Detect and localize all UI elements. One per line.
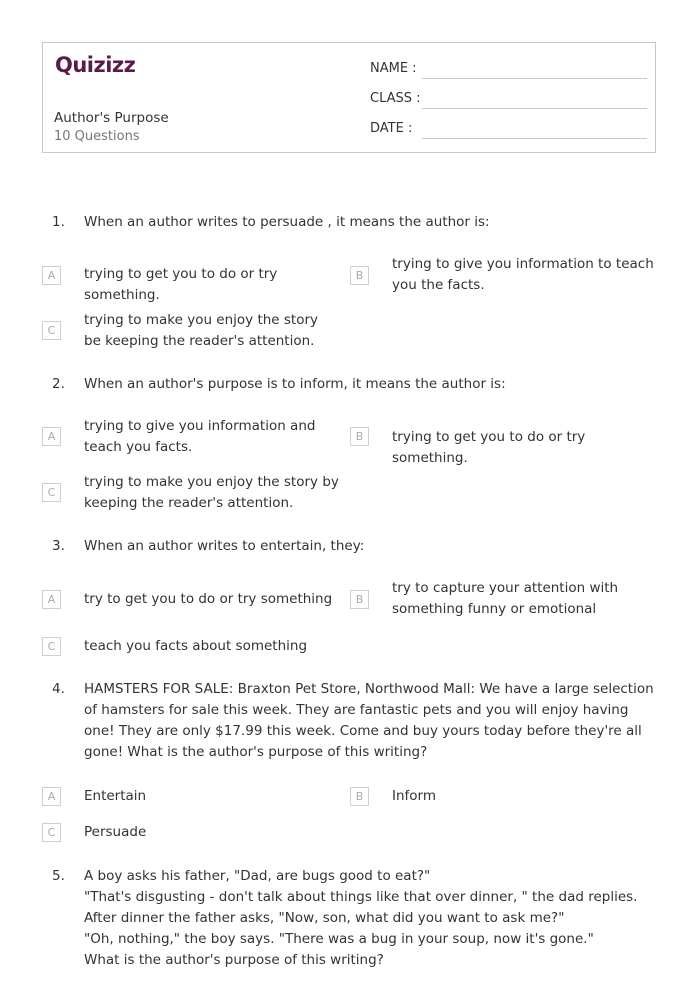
option-letter-c: C bbox=[42, 483, 61, 502]
worksheet-header bbox=[42, 42, 656, 153]
option-b-text: try to capture your attention with something funny or emotional bbox=[392, 580, 619, 617]
option-c-text: teach you facts about something bbox=[84, 638, 308, 654]
option-a-text: Entertain bbox=[84, 788, 147, 804]
option-letter-b: B bbox=[350, 787, 369, 806]
name-label: NAME : bbox=[370, 61, 417, 76]
option-letter-c: C bbox=[42, 637, 61, 656]
option-a-text: trying to get you to do or try something. bbox=[84, 266, 278, 303]
option-letter-b: B bbox=[350, 590, 369, 609]
question-number: 3. bbox=[52, 538, 65, 554]
question-text: When an author's purpose is to inform, it means the author is: bbox=[84, 376, 506, 392]
option-a-text: try to get you to do or try something bbox=[84, 591, 333, 607]
question-number: 2. bbox=[52, 376, 65, 392]
option-c-text: trying to make you enjoy the story be keeping the reader's attention. bbox=[84, 312, 319, 349]
worksheet-title: Author's Purpose bbox=[54, 110, 169, 126]
option-letter-b: B bbox=[350, 427, 369, 446]
question-number: 1. bbox=[52, 214, 65, 230]
option-b-text: Inform bbox=[392, 788, 437, 804]
question-line: A boy asks his father, "Dad, are bugs good to eat?" bbox=[84, 868, 431, 884]
question-text bbox=[84, 866, 659, 971]
option-letter-b: B bbox=[350, 266, 369, 285]
question-line: "That's disgusting - don't talk about things like that over dinner, " the dad replies. bbox=[84, 889, 638, 905]
question-number: 5. bbox=[52, 868, 65, 884]
option-letter-a: A bbox=[42, 266, 61, 285]
class-label: CLASS : bbox=[370, 91, 421, 106]
option-letter-c: C bbox=[42, 823, 61, 842]
date-label: DATE : bbox=[370, 121, 413, 136]
question-count: 10 Questions bbox=[54, 129, 140, 144]
option-a-text: trying to give you information and teach you facts. bbox=[84, 418, 316, 455]
option-c-text: Persuade bbox=[84, 824, 147, 840]
question-text: When an author writes to persuade , it means the author is: bbox=[84, 214, 490, 230]
question-line: After dinner the father asks, "Now, son, what did you want to ask me?" bbox=[84, 910, 565, 926]
date-field[interactable] bbox=[422, 138, 647, 139]
question-text: When an author writes to entertain, they: bbox=[84, 538, 365, 554]
question-line: "Oh, nothing," the boy says. "There was a bug in your soup, now it's gone." bbox=[84, 931, 594, 947]
question-number: 4. bbox=[52, 681, 65, 697]
quizizz-logo: Quizizz bbox=[55, 53, 136, 77]
option-letter-a: A bbox=[42, 427, 61, 446]
option-letter-a: A bbox=[42, 590, 61, 609]
option-letter-a: A bbox=[42, 787, 61, 806]
question-text: HAMSTERS FOR SALE: Braxton Pet Store, Northwood Mall: We have a large selection of hamsters for sale this week. They are fantastic pets and you will enjoy having one! They are only $17.99 this week. Come and buy yours today before they're all gone! What is the author's purpose of this writing? bbox=[84, 681, 654, 760]
name-field[interactable] bbox=[422, 78, 647, 79]
question-line: What is the author's purpose of this writing? bbox=[84, 952, 384, 968]
option-b-text: trying to give you information to teach you the facts. bbox=[392, 256, 654, 293]
option-b-text: trying to get you to do or try something. bbox=[392, 429, 586, 466]
option-letter-c: C bbox=[42, 321, 61, 340]
class-field[interactable] bbox=[422, 108, 647, 109]
option-c-text: trying to make you enjoy the story by keeping the reader's attention. bbox=[84, 474, 339, 511]
